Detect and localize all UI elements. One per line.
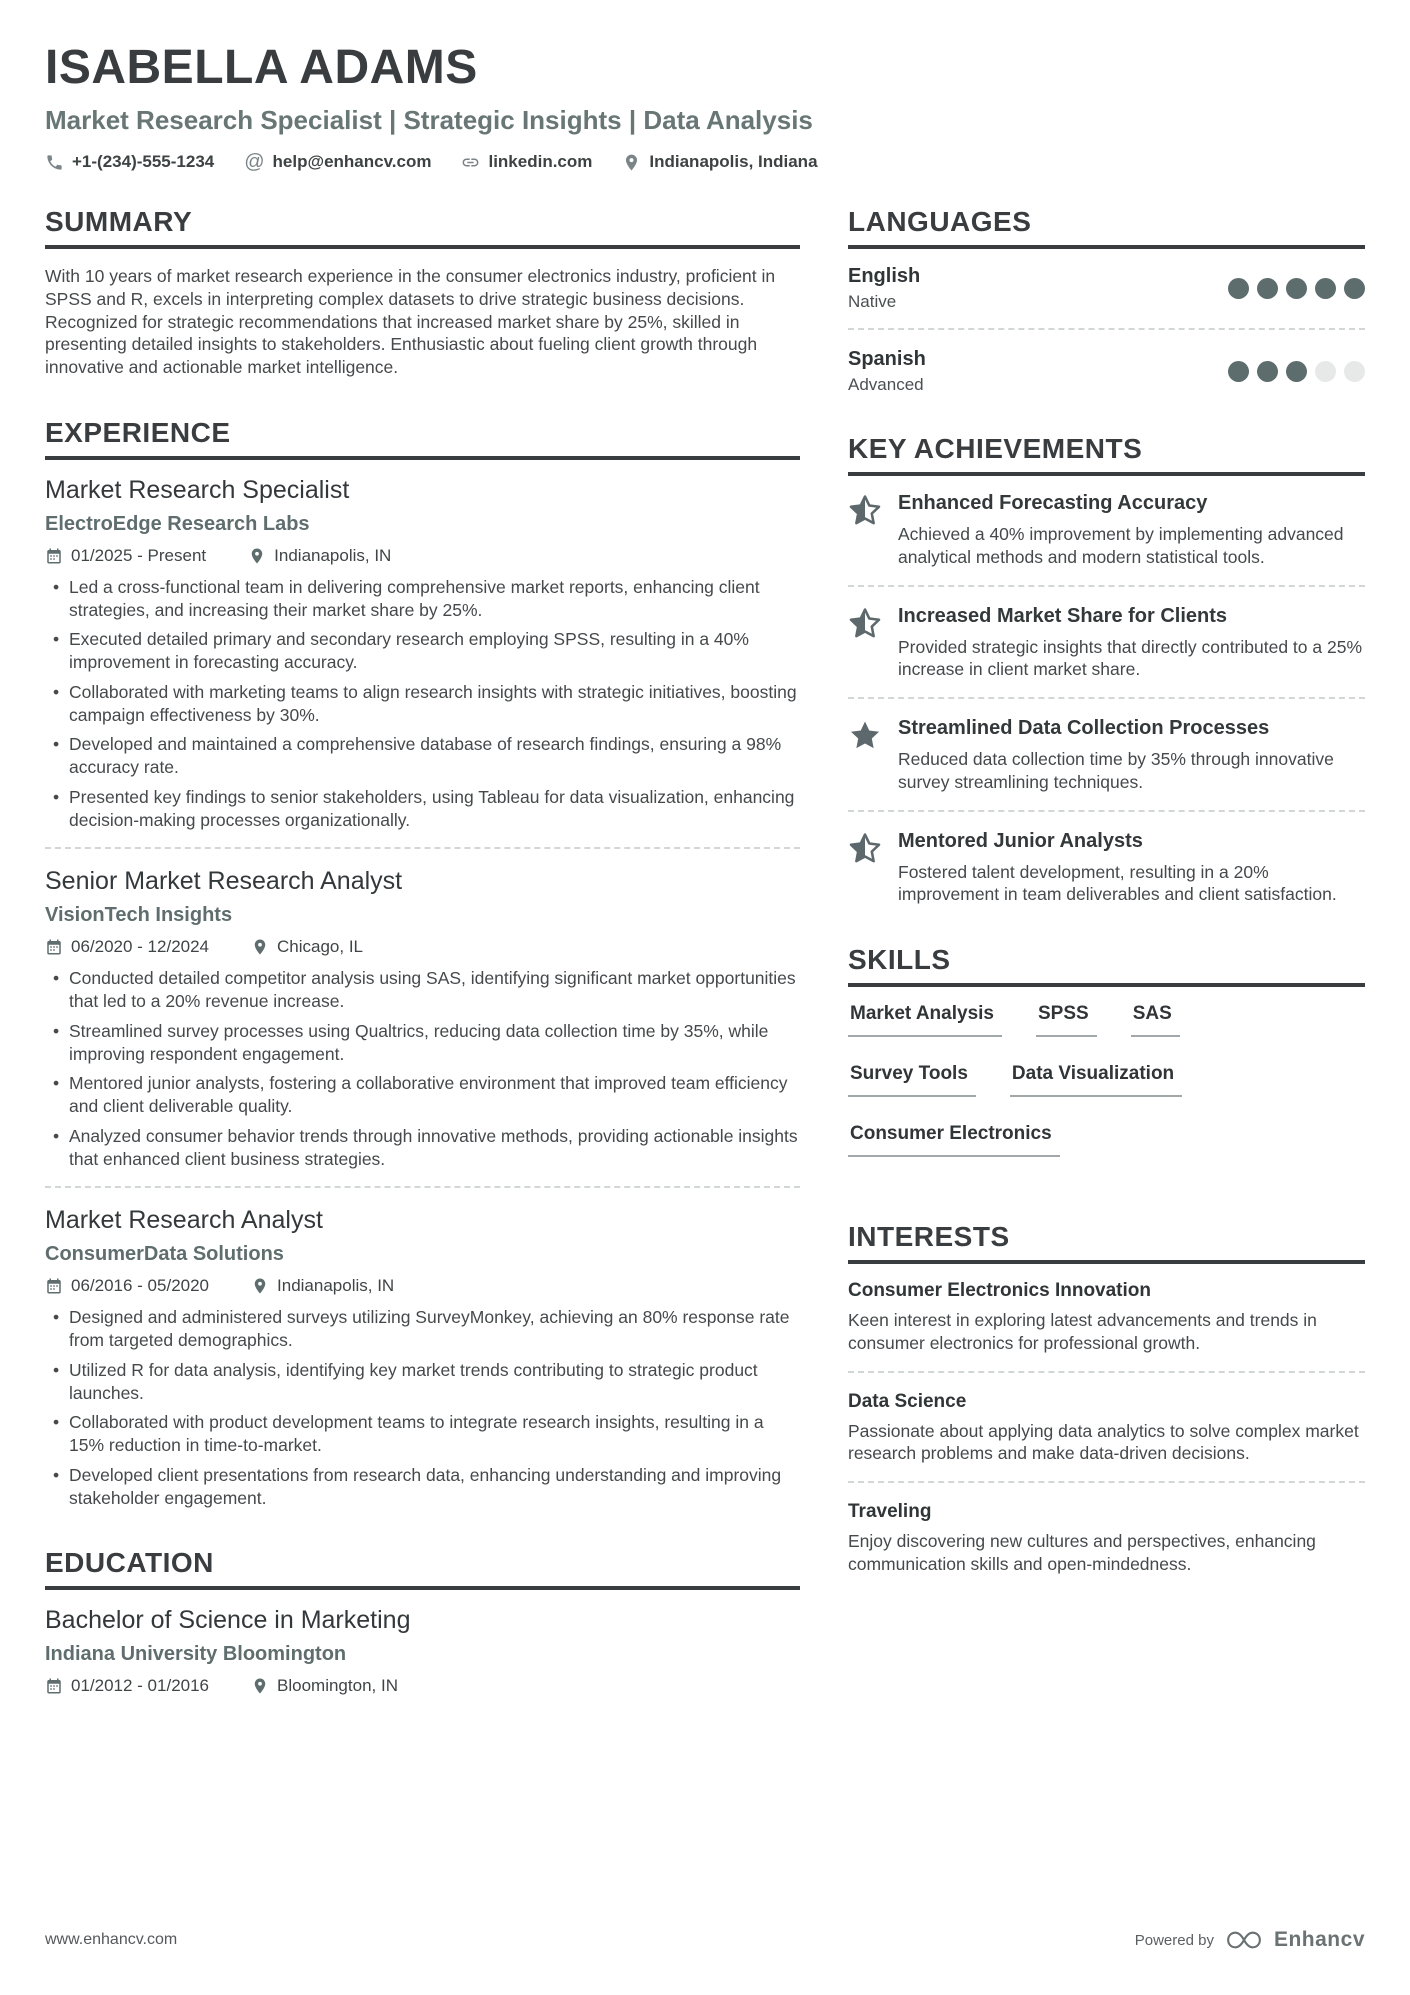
skills-section xyxy=(848,944,1365,1183)
calendar-icon xyxy=(45,1677,63,1695)
person-headline: Market Research Specialist | Strategic Insights | Data Analysis xyxy=(45,105,813,135)
job-company: ConsumerData Solutions xyxy=(45,1243,284,1266)
interest-item xyxy=(848,1280,1365,1355)
divider xyxy=(848,1481,1365,1483)
job-meta xyxy=(45,1276,800,1296)
location-pin-icon xyxy=(248,547,266,565)
interest-title: Consumer Electronics Innovation xyxy=(848,1280,1151,1301)
achievements-heading: KEY ACHIEVEMENTS xyxy=(848,433,1365,476)
contact-location-text: Indianapolis, Indiana xyxy=(649,152,818,171)
achievement-item xyxy=(848,717,1365,794)
job-bullet: • Collaborated with product development teams to integrate research insights, resulting in a 15% reduction in time-to-market. xyxy=(69,1411,800,1457)
education-school: Indiana University Bloomington xyxy=(45,1643,347,1666)
job-meta xyxy=(45,937,800,957)
divider xyxy=(45,847,800,849)
language-level: Advanced xyxy=(848,375,924,394)
location-pin-icon xyxy=(622,153,641,172)
contact-phone-text: +1-(234)-555-1234 xyxy=(72,152,215,171)
calendar-icon xyxy=(45,547,63,565)
achievement-item xyxy=(848,830,1365,907)
job-bullet: • Conducted detailed competitor analysis using SAS, identifying significant market opportunities that led to a 20% revenue increase. xyxy=(69,967,800,1013)
job-bullet: • Designed and administered surveys utilizing SurveyMonkey, achieving an 80% response rate from targeted demographics. xyxy=(69,1306,800,1352)
calendar-icon xyxy=(45,938,63,956)
job-entry xyxy=(45,867,800,1170)
job-title: Market Research Analyst xyxy=(45,1206,323,1235)
location-pin-icon xyxy=(251,1677,269,1695)
education-dates: 01/2012 - 01/2016 xyxy=(71,1676,210,1696)
right-column xyxy=(848,206,1365,1734)
contact-row xyxy=(45,152,1365,172)
skill-tag: Data Visualization xyxy=(1010,1063,1182,1097)
education-meta xyxy=(45,1676,800,1696)
job-dates: 01/2025 - Present xyxy=(71,545,207,565)
job-bullet: • Mentored junior analysts, fostering a collaborative environment that improved team efficiency and client deliverable quality. xyxy=(69,1072,800,1118)
job-meta xyxy=(45,546,800,566)
star-icon xyxy=(848,830,884,907)
job-dates: 06/2016 - 05/2020 xyxy=(71,1276,210,1296)
resume-header xyxy=(45,40,1365,172)
education-heading: EDUCATION xyxy=(45,1547,800,1590)
interests-section xyxy=(848,1221,1365,1576)
languages-heading: LANGUAGES xyxy=(848,206,1365,249)
interest-desc: Enjoy discovering new cultures and perspectives, enhancing communication skills and open-mindedness. xyxy=(848,1531,1316,1574)
star-icon xyxy=(848,492,884,569)
achievement-desc: Fostered talent development, resulting in a 20% improvement in team deliverables and client satisfaction. xyxy=(898,861,1337,905)
job-bullets xyxy=(45,967,800,1170)
languages-section xyxy=(848,206,1365,395)
contact-email[interactable] xyxy=(244,152,431,172)
summary-heading: SUMMARY xyxy=(45,206,800,249)
job-bullets xyxy=(45,1306,800,1509)
job-bullet: • Analyzed consumer behavior trends through innovative methods, providing actionable insights that enhanced client business strategies. xyxy=(69,1125,800,1171)
job-location: Chicago, IL xyxy=(277,937,364,957)
skill-tag: Market Analysis xyxy=(848,1003,1002,1037)
page-footer xyxy=(45,1927,1365,1953)
job-bullet: • Utilized R for data analysis, identifying key market trends contributing to strategic product launches. xyxy=(69,1359,800,1405)
skill-tag: SPSS xyxy=(1036,1003,1097,1037)
achievements-section xyxy=(848,433,1365,906)
job-bullet: • Collaborated with marketing teams to align research insights with strategic initiatives, boosting campaign effectiveness by 30%. xyxy=(69,681,800,727)
star-icon xyxy=(848,717,884,794)
footer-site-url[interactable]: www.enhancv.com xyxy=(45,1931,178,1948)
summary-text: With 10 years of market research experience in the consumer electronics industry, proficient in SPSS and R, excels in interpreting complex datasets to drive strategic business decisions. Recognized for strategic recommendations that increased market share by 25%, skilled in presenting detailed insights to stakeholders. Enthusiastic about fueling client growth through innovative and actionable market intelligence. xyxy=(45,266,776,377)
link-icon xyxy=(461,153,480,172)
job-entry xyxy=(45,476,800,832)
achievement-item xyxy=(848,492,1365,569)
achievement-title: Streamlined Data Collection Processes xyxy=(898,717,1270,739)
job-location: Indianapolis, IN xyxy=(277,1276,395,1296)
contact-link-text: linkedin.com xyxy=(488,152,593,171)
left-column xyxy=(45,206,800,1734)
achievement-desc: Achieved a 40% improvement by implementing advanced analytical methods and modern statistical tools. xyxy=(898,524,1344,567)
job-bullet: • Executed detailed primary and secondary research employing SPSS, resulting in a 40% improvement in forecasting accuracy. xyxy=(69,628,800,674)
person-name: ISABELLA ADAMS xyxy=(45,41,478,94)
location-pin-icon xyxy=(251,938,269,956)
skill-tag: SAS xyxy=(1131,1003,1180,1037)
job-bullet: • Developed client presentations from research data, enhancing understanding and improving stakeholder engagement. xyxy=(69,1464,800,1510)
job-title: Senior Market Research Analyst xyxy=(45,867,403,896)
education-location: Bloomington, IN xyxy=(277,1676,398,1696)
interest-item xyxy=(848,1501,1365,1576)
language-name: Spanish xyxy=(848,348,926,370)
job-entry xyxy=(45,1206,800,1509)
job-bullet: • Led a cross-functional team in delivering comprehensive market reports, enhancing client strategies, and increasing their market share by 25%. xyxy=(69,576,800,622)
job-location: Indianapolis, IN xyxy=(274,545,392,565)
brand-name[interactable]: Enhancv xyxy=(1273,1928,1365,1951)
job-bullet: • Streamlined survey processes using Qualtrics, reducing data collection time by 35%, while improving respondent engagement. xyxy=(69,1020,800,1066)
contact-email-text: help@enhancv.com xyxy=(272,152,432,171)
achievement-desc: Provided strategic insights that directly contributed to a 25% increase in client market share. xyxy=(898,636,1362,680)
phone-icon xyxy=(45,153,64,172)
skill-tag: Survey Tools xyxy=(848,1063,976,1097)
divider xyxy=(848,328,1365,330)
contact-phone[interactable] xyxy=(45,152,214,172)
star-icon xyxy=(848,605,884,682)
language-item xyxy=(848,348,1365,395)
location-pin-icon xyxy=(251,1277,269,1295)
summary-section xyxy=(45,206,800,379)
job-bullets xyxy=(45,576,800,832)
interest-desc: Passionate about applying data analytics to solve complex market research problems and make data-driven decisions. xyxy=(848,1420,1359,1464)
divider xyxy=(848,697,1365,699)
experience-heading: EXPERIENCE xyxy=(45,417,800,460)
divider xyxy=(848,585,1365,587)
achievement-desc: Reduced data collection time by 35% through innovative survey streamlining techniques. xyxy=(898,749,1334,792)
job-company: VisionTech Insights xyxy=(45,904,233,927)
language-proficiency-dots xyxy=(1220,278,1365,299)
achievement-title: Mentored Junior Analysts xyxy=(898,829,1143,852)
divider xyxy=(848,810,1365,812)
skills-heading: SKILLS xyxy=(848,944,1365,987)
divider xyxy=(848,1371,1365,1373)
job-dates: 06/2020 - 12/2024 xyxy=(71,937,210,957)
contact-location xyxy=(622,152,817,172)
achievement-title: Increased Market Share for Clients xyxy=(898,604,1228,627)
skill-tag: Consumer Electronics xyxy=(848,1123,1060,1157)
education-degree: Bachelor of Science in Marketing xyxy=(45,1606,411,1635)
at-icon: @ xyxy=(244,151,265,173)
divider xyxy=(45,1186,800,1188)
interest-title: Traveling xyxy=(848,1501,932,1522)
skills-list xyxy=(848,1003,1365,1183)
calendar-icon xyxy=(45,1277,63,1295)
job-title: Market Research Specialist xyxy=(45,475,350,504)
contact-link[interactable] xyxy=(461,152,592,172)
interest-item xyxy=(848,1391,1365,1466)
enhancv-logo-icon xyxy=(1224,1927,1264,1953)
language-proficiency-dots xyxy=(1220,361,1365,382)
experience-section xyxy=(45,417,800,1510)
language-item xyxy=(848,265,1365,312)
job-bullet: • Presented key findings to senior stakeholders, using Tableau for data visualization, enhancing decision-making processes organizationally. xyxy=(69,786,800,832)
achievement-title: Enhanced Forecasting Accuracy xyxy=(898,492,1208,514)
language-level: Native xyxy=(848,292,897,311)
interest-desc: Keen interest in exploring latest advancements and trends in consumer electronics for professional growth. xyxy=(848,1310,1317,1353)
language-name: English xyxy=(848,265,921,287)
job-company: ElectroEdge Research Labs xyxy=(45,512,310,535)
powered-by-label: Powered by xyxy=(1134,1931,1214,1949)
education-section xyxy=(45,1547,800,1696)
job-bullet: • Developed and maintained a comprehensive database of research findings, ensuring a 98% accuracy rate. xyxy=(69,733,800,779)
achievement-item xyxy=(848,605,1365,682)
interests-heading: INTERESTS xyxy=(848,1221,1365,1264)
interest-title: Data Science xyxy=(848,1390,967,1412)
